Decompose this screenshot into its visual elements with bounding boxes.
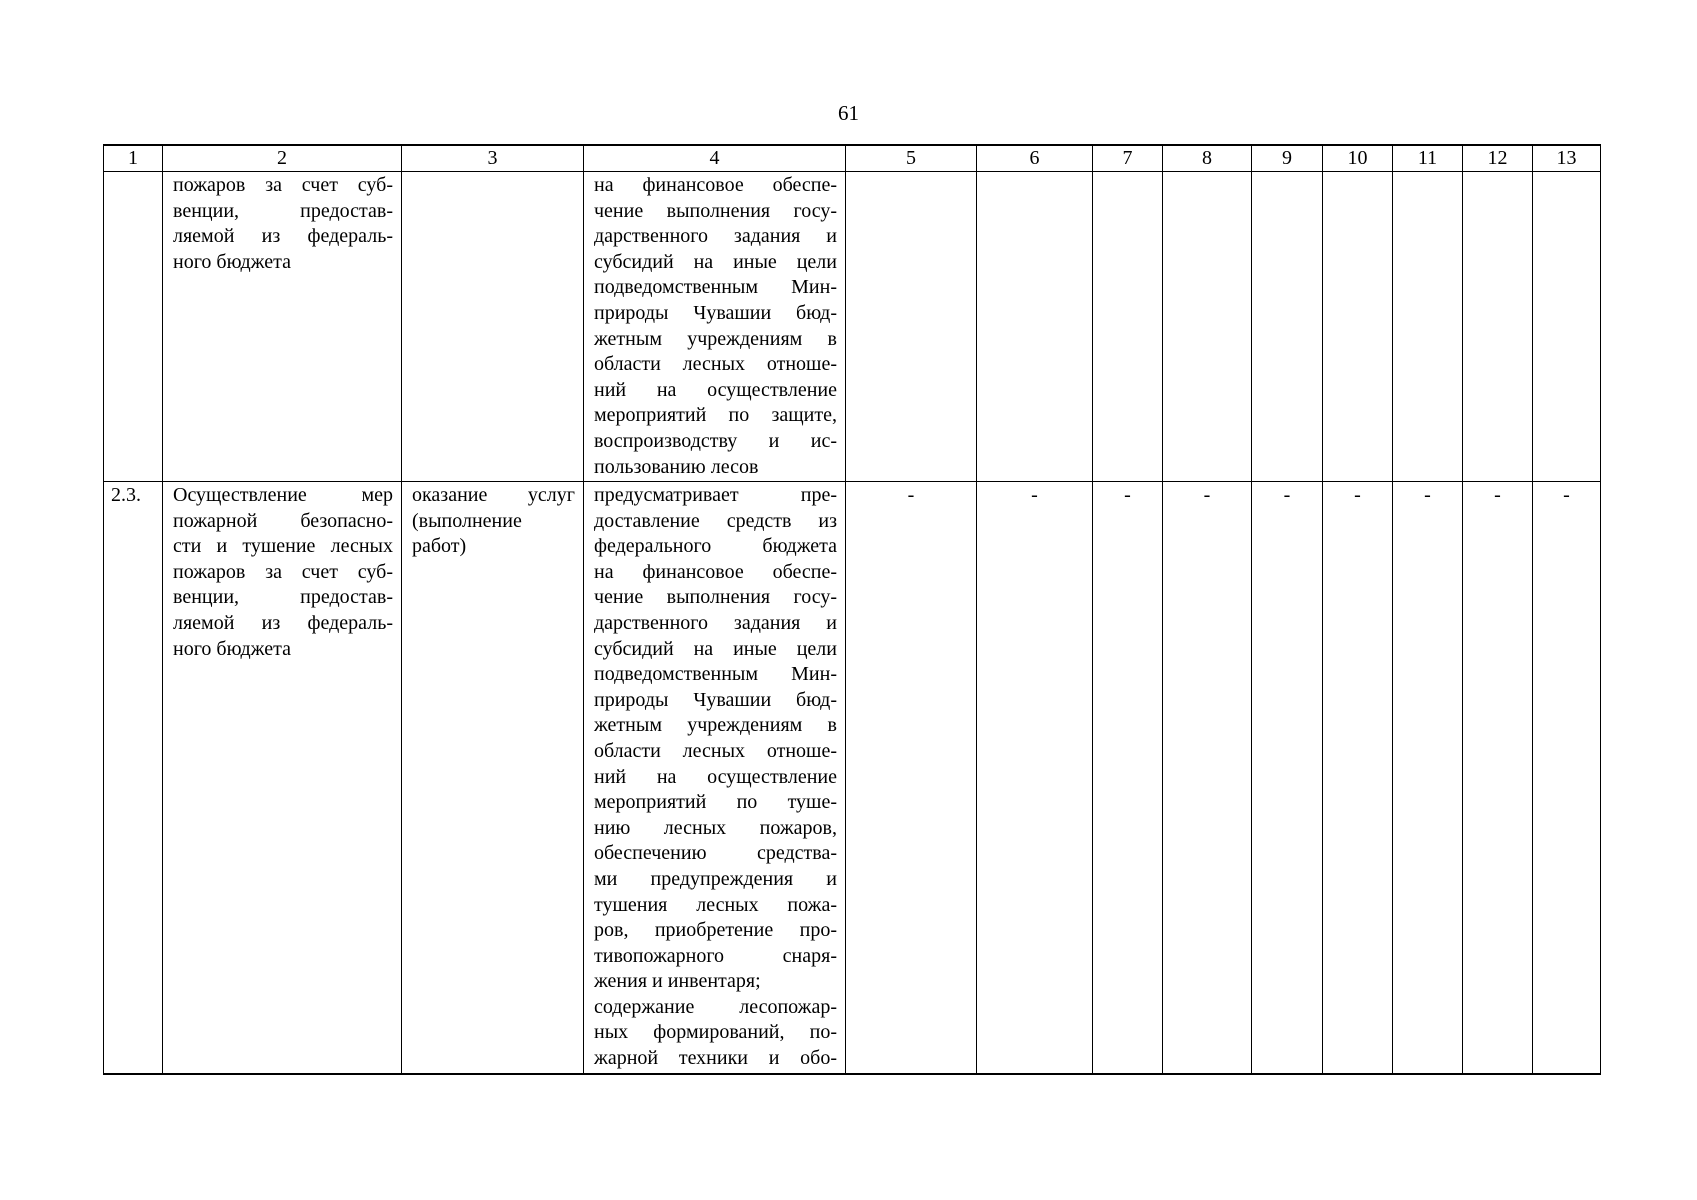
text-line: ляемой из федераль- <box>173 611 393 634</box>
text-line: области лесных отноше- <box>594 739 837 762</box>
text-line: предусматривает пре- <box>594 484 837 506</box>
text-line: работ) <box>412 535 467 558</box>
value-cell <box>1463 172 1533 482</box>
service-type-cell <box>402 482 584 1075</box>
text-line: федерального бюджета <box>594 535 837 558</box>
value-cell: - <box>1323 482 1393 1075</box>
text-line: ного бюджета <box>173 250 291 273</box>
value-cell: - <box>1252 482 1323 1075</box>
text-line: тушения лесных пожа- <box>594 893 837 916</box>
value-cell <box>1393 172 1463 482</box>
text-line: дарственного задания и <box>594 611 837 634</box>
text-line: (выполнение <box>412 509 522 532</box>
program-table <box>103 144 1601 1075</box>
value-cell <box>1093 172 1163 482</box>
text-line: ров, приобретение про- <box>594 919 837 942</box>
value-cell: - <box>1533 482 1601 1075</box>
text-line: на финансовое обеспе- <box>594 174 837 196</box>
value-cell: - <box>977 482 1093 1075</box>
text-line: подведомственным Мин- <box>594 663 837 686</box>
column-header: 6 <box>977 145 1093 172</box>
text-line: жарной техники и обо- <box>594 1047 837 1070</box>
text-line: субсидий на иные цели <box>594 637 837 660</box>
description-cell <box>584 482 846 1075</box>
column-header: 7 <box>1093 145 1163 172</box>
text-line: ми предупреждения и <box>594 867 837 890</box>
text-line: ного бюджета <box>173 637 291 660</box>
text-line: области лесных отноше- <box>594 353 837 376</box>
text-line: природы Чувашии бюд- <box>594 301 837 324</box>
text-line: чение выполнения госу- <box>594 586 837 609</box>
measure-name-cell <box>163 482 402 1075</box>
text-line: жетным учреждениям в <box>594 327 837 350</box>
column-header: 12 <box>1463 145 1533 172</box>
service-type-cell <box>402 172 584 482</box>
header-row <box>104 145 1601 172</box>
text-line: мероприятий по защите, <box>594 404 837 427</box>
column-header: 8 <box>1163 145 1252 172</box>
value-cell <box>1252 172 1323 482</box>
value-cell <box>1163 172 1252 482</box>
text-line: венции, предостав- <box>173 199 393 222</box>
text-line: чение выполнения госу- <box>594 199 837 222</box>
column-header: 1 <box>104 145 163 172</box>
page-number: 61 <box>838 101 859 125</box>
value-cell: - <box>1093 482 1163 1075</box>
value-cell <box>1323 172 1393 482</box>
column-header: 13 <box>1533 145 1601 172</box>
column-header: 4 <box>584 145 846 172</box>
value-cell <box>1533 172 1601 482</box>
text-line: подведомственным Мин- <box>594 276 837 299</box>
value-cell: - <box>1163 482 1252 1075</box>
text-line: жения и инвентаря; <box>594 970 761 993</box>
table-row <box>104 482 1601 1075</box>
row-number-cell: 2.3. <box>104 482 163 1075</box>
text-line: пожаров за счет суб- <box>173 560 393 583</box>
text-line: оказание услуг <box>412 484 575 506</box>
row-number-cell <box>104 172 163 482</box>
text-line: обеспечению средства- <box>594 842 837 865</box>
column-header: 5 <box>846 145 977 172</box>
text-line: содержание лесопожар- <box>594 995 837 1018</box>
text-line: ляемой из федераль- <box>173 225 393 248</box>
value-cell <box>977 172 1093 482</box>
table-row <box>104 172 1601 482</box>
text-line: венции, предостав- <box>173 586 393 609</box>
column-header: 9 <box>1252 145 1323 172</box>
text-line: субсидий на иные цели <box>594 250 837 273</box>
description-cell <box>584 172 846 482</box>
text-line: нию лесных пожаров, <box>594 816 837 839</box>
value-cell: - <box>1463 482 1533 1075</box>
text-line: пожаров за счет суб- <box>173 174 393 196</box>
measure-name-cell <box>163 172 402 482</box>
column-header: 11 <box>1393 145 1463 172</box>
text-line: природы Чувашии бюд- <box>594 688 837 711</box>
value-cell: - <box>1393 482 1463 1075</box>
column-header: 2 <box>163 145 402 172</box>
text-line: тивопожарного снаря- <box>594 944 837 967</box>
value-cell: - <box>846 482 977 1075</box>
text-line: Осуществление мер <box>173 484 393 506</box>
text-line: пользованию лесов <box>594 455 759 478</box>
text-line: жетным учреждениям в <box>594 714 837 737</box>
text-line: доставление средств из <box>594 509 837 532</box>
text-line: воспроизводству и ис- <box>594 429 837 452</box>
text-line: ний на осуществление <box>594 378 837 401</box>
text-line: пожарной безопасно- <box>173 509 393 532</box>
text-line: ных формирований, по- <box>594 1021 837 1044</box>
value-cell <box>846 172 977 482</box>
text-line: дарственного задания и <box>594 225 837 248</box>
column-header: 10 <box>1323 145 1393 172</box>
text-line: на финансовое обеспе- <box>594 560 837 583</box>
column-header: 3 <box>402 145 584 172</box>
text-line: сти и тушение лесных <box>173 535 393 558</box>
text-line: ний на осуществление <box>594 765 837 788</box>
text-line: мероприятий по туше- <box>594 791 837 814</box>
